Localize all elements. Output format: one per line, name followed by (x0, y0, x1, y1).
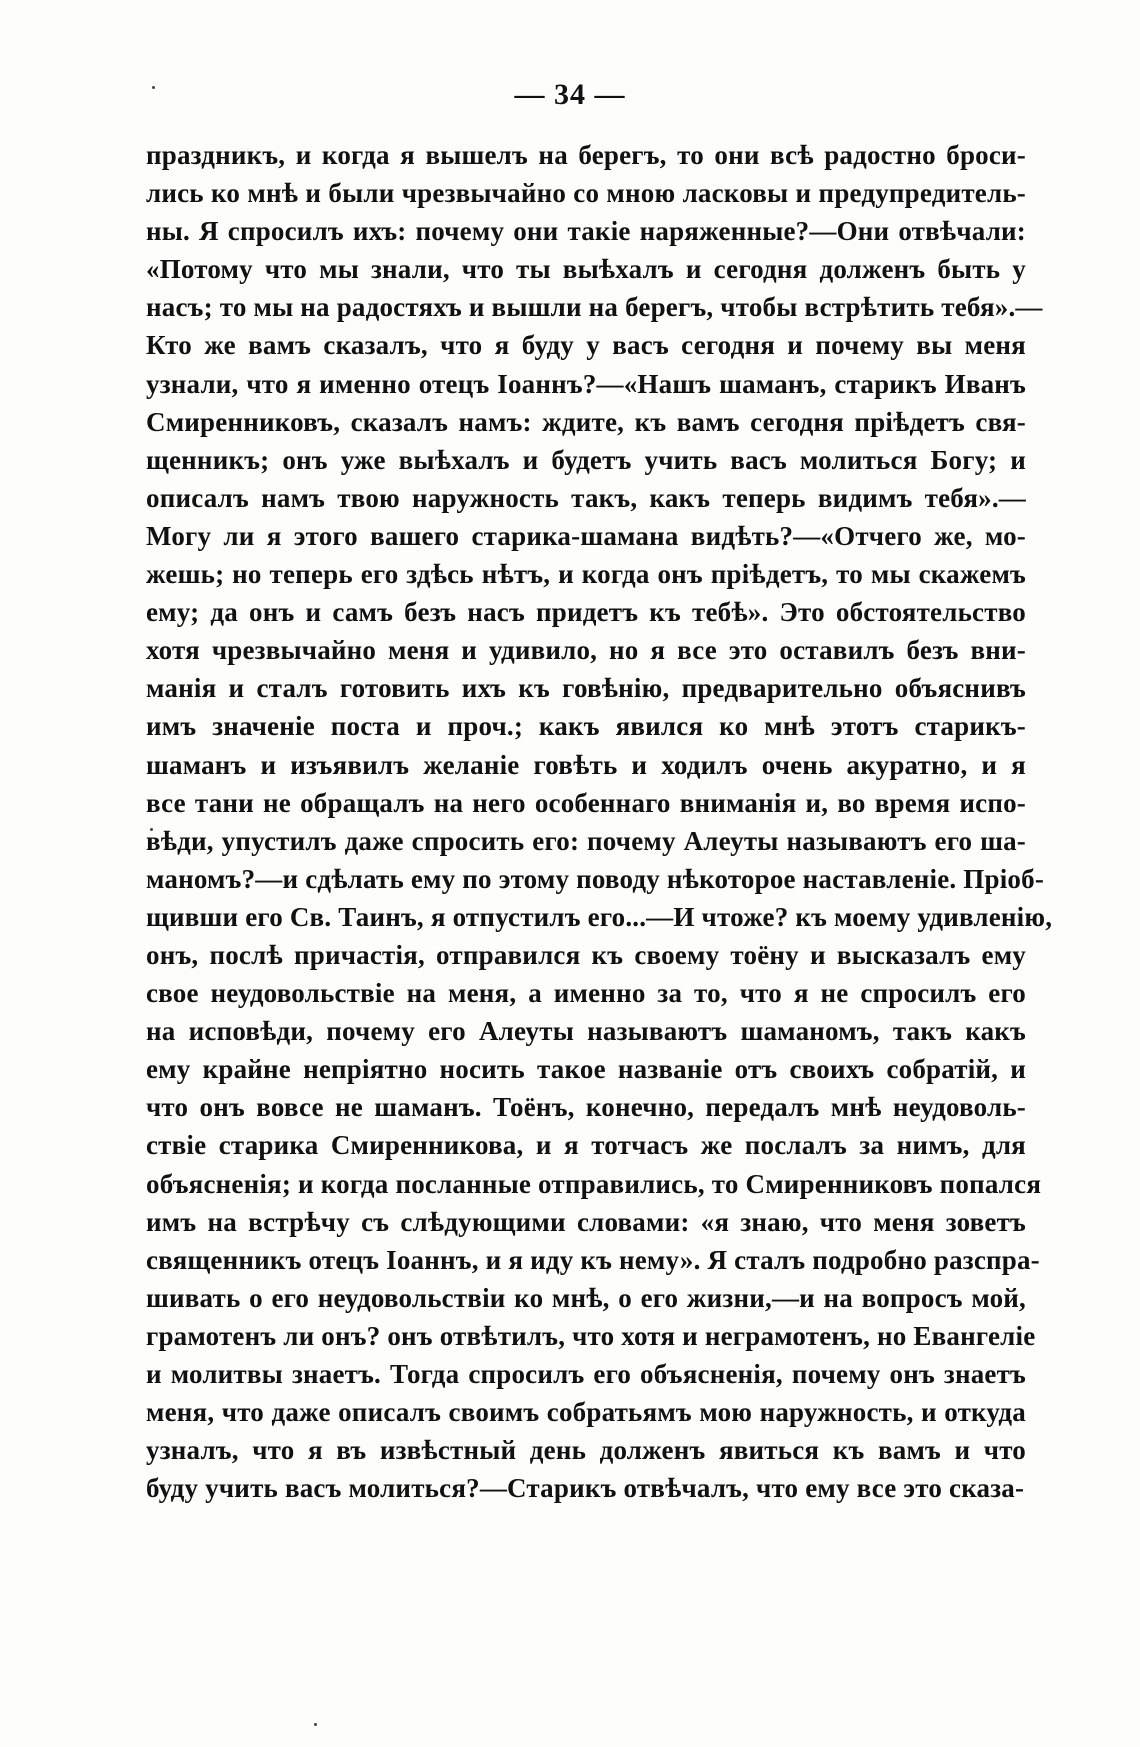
text-line: узналъ, что я въ извѣстный день долженъ явиться къ вамъ и что (146, 1435, 1026, 1466)
text-line: маномъ?—и сдѣлать ему по этому поводу нѣкоторое наставленіе. Пріоб- (146, 863, 1045, 894)
text-line: буду учить васъ молиться?—Старикъ отвѣчалъ, что ему все это сказа- (146, 1473, 1025, 1504)
text-line: описалъ намъ твою наружность такъ, какъ теперь видимъ тебя».— (146, 482, 1026, 513)
text-line: вѣди, упустилъ даже спросить его: почему Алеуты называютъ его ша- (146, 825, 1026, 856)
text-line: узнали, что я именно отецъ Іоаннъ?—«Нашъ шаманъ, старикъ Иванъ (146, 368, 1026, 399)
text-line: и молитвы знаетъ. Тогда спросилъ его объясненія, почему онъ знаетъ (146, 1359, 1026, 1389)
text-line: Кто же вамъ сказалъ, что я буду у васъ сегодня и почему вы меня (146, 330, 1026, 361)
text-line: «Потому что мы знали, что ты выѣхалъ и сегодня долженъ быть у (146, 254, 1026, 285)
text-line: меня, что даже описалъ своимъ собратьямъ мою наружность, и откуда (146, 1397, 1026, 1428)
text-line: лись ко мнѣ и были чрезвычайно со мною ласковы и предупредитель- (146, 178, 1026, 209)
text-line: что онъ вовсе не шаманъ. Тоёнъ, конечно, передалъ мнѣ неудоволь- (146, 1092, 1026, 1123)
text-line: грамотенъ ли онъ? онъ отвѣтилъ, что хотя и неграмотенъ, но Евангеліе (146, 1320, 1036, 1351)
text-line: щенникъ; онъ уже выѣхалъ и будетъ учить васъ молиться Богу; и (146, 444, 1026, 475)
text-line: свое неудовольствіе на меня, а именно за то, что я не спросилъ его (146, 978, 1026, 1009)
text-line: щивши его Св. Таинъ, я отпустилъ его...—И чтоже? къ моему удивленію, (146, 901, 1053, 932)
body-text (146, 136, 1053, 1507)
text-line: Смиренниковъ, сказалъ намъ: ждите, къ вамъ сегодня пріѣдетъ свя- (146, 406, 1026, 437)
text-line: праздникъ, и когда я вышелъ на берегъ, то они всѣ радостно броси- (146, 140, 1026, 170)
text-line: имъ значеніе поста и проч.; какъ явился ко мнѣ этотъ старикъ- (146, 711, 1026, 742)
text-line: все тани не обращалъ на него особеннаго вниманія и, во время испо- (146, 787, 1026, 818)
ink-speck-bottom (314, 1723, 317, 1726)
text-line: онъ, послѣ причастія, отправился къ своему тоёну и высказалъ ему (146, 939, 1026, 970)
text-line: ствіе старика Смиренникова, и я тотчасъ же послалъ за нимъ, для (146, 1130, 1026, 1161)
text-line: ему крайне непріятно носить такое названіе отъ своихъ собратій, и (146, 1054, 1026, 1085)
text-line: шивать о его неудовольствіи ко мнѣ, о его жизни,—и на вопросъ мой, (146, 1282, 1026, 1313)
text-line: священникъ отецъ Іоаннъ, и я иду къ нему». Я сталъ подробно разспра- (146, 1244, 1040, 1275)
page-number: — 34 — (514, 78, 626, 111)
text-line: Могу ли я этого вашего старика-шамана видѣть?—«Отчего же, мо- (146, 520, 1026, 551)
text-line: насъ; то мы на радостяхъ и вышли на берегъ, чтобы встрѣтить тебя».— (146, 292, 1043, 323)
text-line: объясненія; и когда посланные отправились, то Смиренниковъ попался (146, 1168, 1042, 1199)
text-line: на исповѣди, почему его Алеуты называютъ шаманомъ, такъ какъ (146, 1016, 1026, 1047)
text-line: хотя чрезвычайно меня и удивило, но я все это оставилъ безъ вни- (146, 635, 1026, 666)
text-line: шаманъ и изъявилъ желаніе говѣть и ходилъ очень акуратно, и я (146, 749, 1026, 780)
text-line: ны. Я спросилъ ихъ: почему они такіе наряженные?—Они отвѣчали: (146, 216, 1026, 247)
text-line: манія и сталъ готовить ихъ къ говѣнію, предварительно объяснивъ (146, 673, 1026, 704)
text-line: жешь; но теперь его здѣсь нѣтъ, и когда онъ пріѣдетъ, то мы скажемъ (146, 559, 1026, 590)
text-line: ему; да онъ и самъ безъ насъ придетъ къ тебѣ». Это обстоятельство (146, 597, 1026, 628)
text-line: имъ на встрѣчу съ слѣдующими словами: «я знаю, что меня зоветъ (146, 1206, 1026, 1237)
